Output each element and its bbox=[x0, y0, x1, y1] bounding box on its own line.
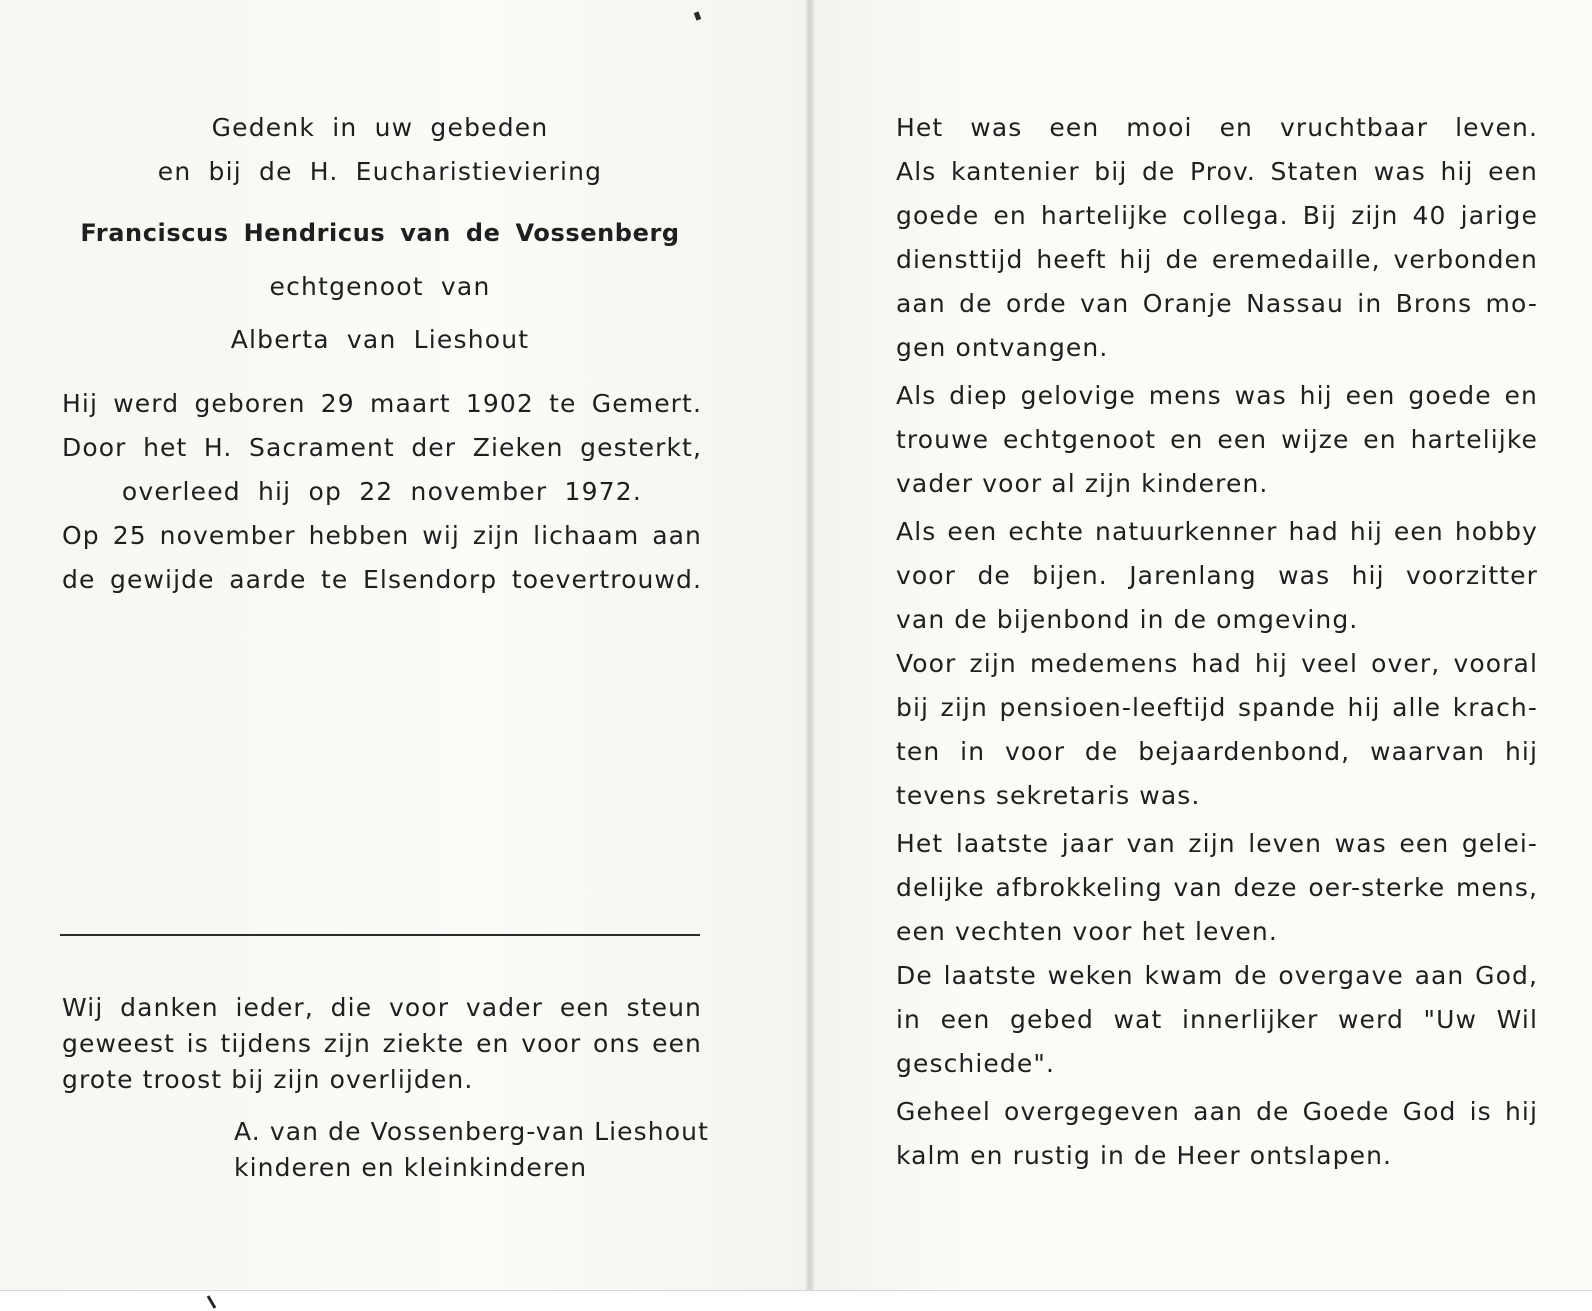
p1-line-6: gen ontvangen. bbox=[896, 333, 1109, 362]
p6-line-1: De laatste weken kwam de overgave aan God, bbox=[896, 961, 1538, 990]
biography-line-1: Hij werd geboren 29 maart 1902 te Gemert. bbox=[62, 389, 702, 418]
p5-line-2: delijke afbrokkeling van deze oer-sterke mens, bbox=[896, 873, 1538, 902]
heading-line-1: Gedenk in uw gebeden bbox=[211, 113, 549, 142]
deceased-name: Franciscus Hendricus van de Vossenberg bbox=[80, 219, 680, 247]
card-fold bbox=[806, 0, 814, 1290]
divider-rule bbox=[60, 934, 700, 936]
p4-line-1: Voor zijn medemens had hij veel over, vooral bbox=[896, 649, 1538, 678]
p1-line-2: Als kantenier bij de Prov. Staten was hij een bbox=[896, 157, 1538, 186]
p6-line-2: in een gebed wat innerlijker werd "Uw Wil bbox=[896, 1005, 1538, 1034]
biography-line-2: Door het H. Sacrament der Zieken gesterkt, bbox=[62, 433, 702, 462]
p3-line-1: Als een echte natuurkenner had hij een hobby bbox=[896, 517, 1538, 546]
p7-line-1: Geheel overgegeven aan de Goede God is hij bbox=[896, 1097, 1538, 1126]
ink-speck-bottom bbox=[207, 1295, 217, 1309]
p6-line-3: geschiede". bbox=[896, 1049, 1055, 1078]
p7-line-2: kalm en rustig in de Heer ontslapen. bbox=[896, 1141, 1393, 1170]
signature-line-2: kinderen en kleinkinderen bbox=[234, 1153, 588, 1182]
thanks-line-1: Wij danken ieder, die voor vader een steun bbox=[62, 993, 702, 1022]
spouse-name: Alberta van Lieshout bbox=[230, 325, 530, 354]
p5-line-1: Het laatste jaar van zijn leven was een gelei- bbox=[896, 829, 1538, 858]
spouse-intro: echtgenoot van bbox=[269, 272, 491, 301]
thanks-line-2: geweest is tijdens zijn ziekte en voor ons een bbox=[62, 1029, 702, 1058]
p4-line-2: bij zijn pensioen-leeftijd spande hij alle krach- bbox=[896, 693, 1538, 722]
p2-line-1: Als diep gelovige mens was hij een goede en bbox=[896, 381, 1538, 410]
p3-line-3: van de bijenbond in de omgeving. bbox=[896, 605, 1359, 634]
signature-line-1: A. van de Vossenberg-van Lieshout bbox=[234, 1117, 709, 1146]
p5-line-3: een vechten voor het leven. bbox=[896, 917, 1278, 946]
scan-bottom-edge bbox=[0, 1290, 1592, 1311]
biography-line-3: overleed hij op 22 november 1972. bbox=[121, 477, 643, 506]
p1-line-4: diensttijd heeft hij de eremedaille, verbonden bbox=[896, 245, 1538, 274]
p1-line-1: Het was een mooi en vruchtbaar leven. bbox=[896, 113, 1538, 142]
thanks-line-3: grote troost bij zijn overlijden. bbox=[62, 1065, 474, 1094]
p4-line-3: ten in voor de bejaardenbond, waarvan hij bbox=[896, 737, 1538, 766]
p2-line-3: vader voor al zijn kinderen. bbox=[896, 469, 1269, 498]
p1-line-5: aan de orde van Oranje Nassau in Brons mo- bbox=[896, 289, 1538, 318]
heading-line-2: en bij de H. Eucharistieviering bbox=[157, 157, 603, 186]
p2-line-2: trouwe echtgenoot en een wijze en hartelijke bbox=[896, 425, 1538, 454]
p4-line-4: tevens sekretaris was. bbox=[896, 781, 1201, 810]
biography-line-4: Op 25 november hebben wij zijn lichaam aan bbox=[62, 521, 702, 550]
p3-line-2: voor de bijen. Jarenlang was hij voorzitter bbox=[896, 561, 1538, 590]
biography-line-5: de gewijde aarde te Elsendorp toevertrouwd. bbox=[62, 565, 702, 594]
p1-line-3: goede en hartelijke collega. Bij zijn 40 jarige bbox=[896, 201, 1538, 230]
